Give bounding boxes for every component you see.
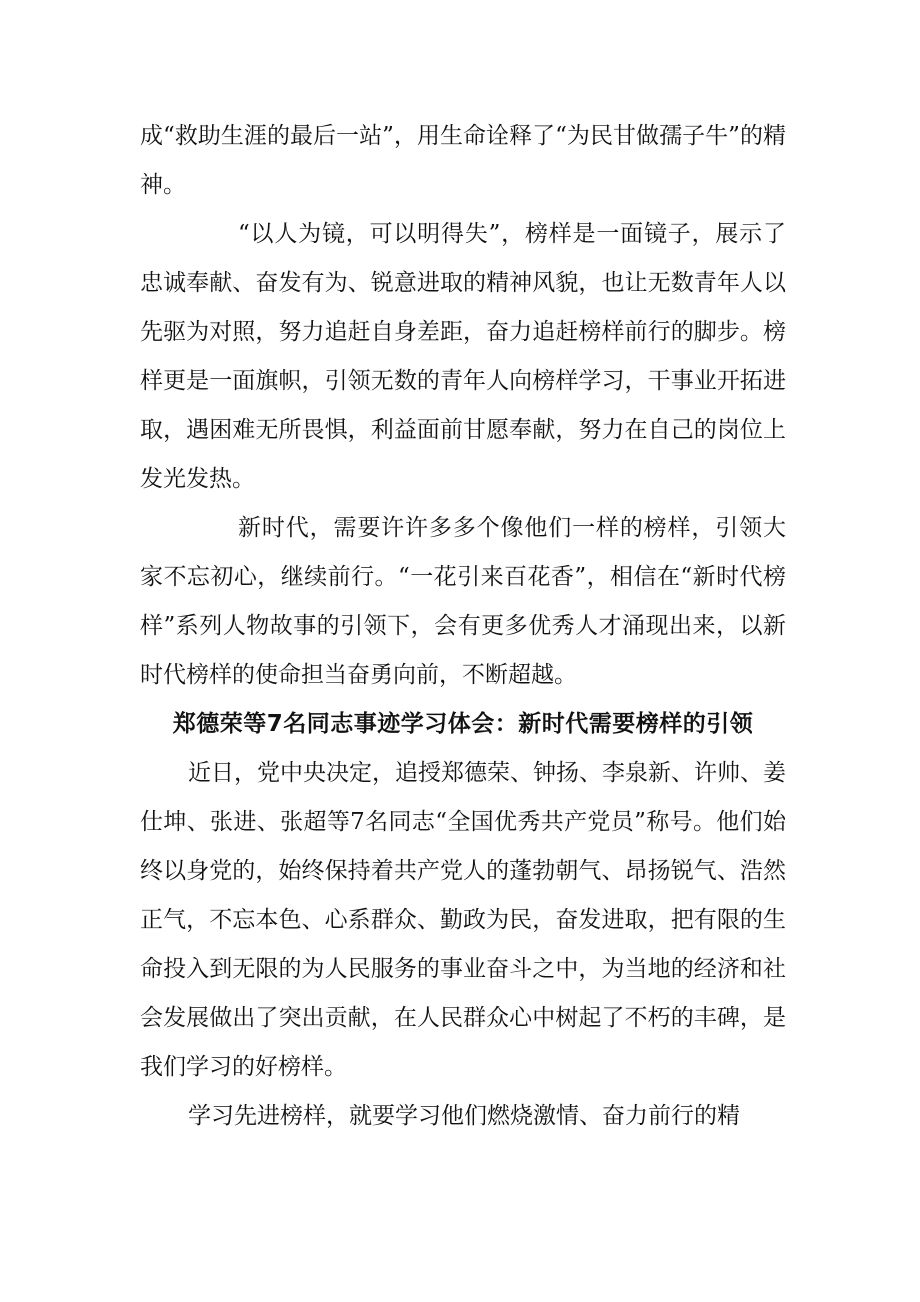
paragraph: 学习先进榜样，就要学习他们燃烧激情、奋力前行的精: [188, 1103, 740, 1129]
paragraph: 新时代，需要许许多多个像他们一样的榜样，引领大家不忘初心，继续前行。“一花引来百花香”，相信在“新时代榜样”系列人物故事的引领下，会有更多优秀人才涌现出来，以新时代榜样的使命担当奋勇向前，不断超越。: [140, 515, 786, 688]
paragraph: 近日，党中央决定，追授郑德荣、钟扬、李泉新、许帅、姜仕坤、张进、张超等7名同志“全国优秀共产党员”称号。他们始终以身党的，始终保持着共产党人的蓬勃朝气、昂扬锐气、浩然正气，不忘本色、心系群众、勤政为民，奋发进取，把有限的生命投入到无限的为人民服务的事业奋斗之中，为当地的经济和社会发展做出了突出贡献，在人民群众心中树起了不朽的丰碑，是我们学习的好榜样。: [140, 760, 786, 1080]
paragraph: 成“救助生涯的最后一站”，用生命诠释了“为民甘做孺子牛”的精神。: [140, 123, 786, 198]
document-body: [140, 112, 786, 1141]
section-heading: 郑德荣等7名同志事迹学习体会：新时代需要榜样的引领: [172, 711, 754, 737]
paragraph: “以人为镜，可以明得失”，榜样是一面镜子，展示了忠诚奉献、奋发有为、锐意进取的精神风貌，也让无数青年人以先驱为对照，努力追赶自身差距，奋力追赶榜样前行的脚步。榜样更是一面旗帜，引领无数的青年人向榜样学习，干事业开拓进取，遇困难无所畏惧，利益面前甘愿奉献，努力在自己的岗位上发光发热。: [140, 221, 786, 492]
